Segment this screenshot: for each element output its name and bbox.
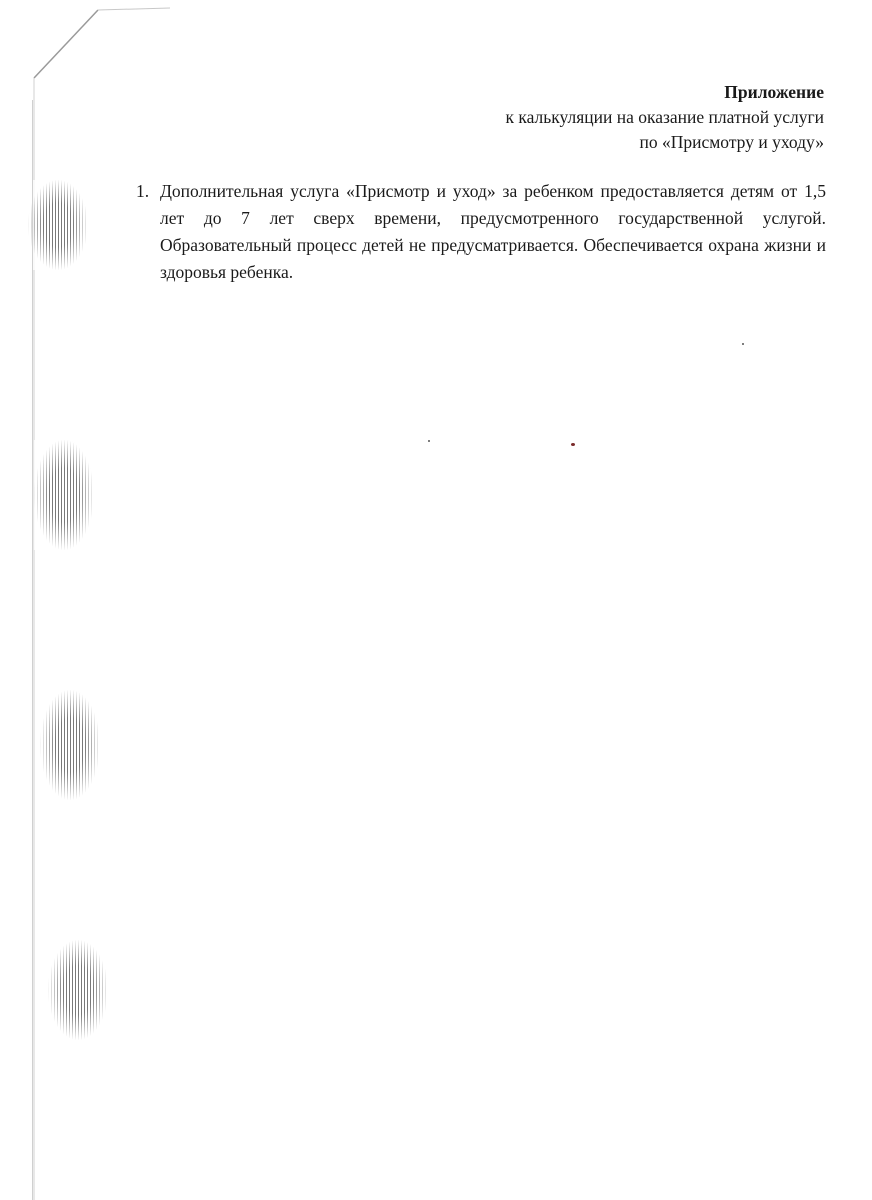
list-item: [120, 178, 826, 286]
scan-punch-hole-mark: [40, 690, 100, 800]
scan-edge-line: [32, 100, 33, 1200]
scan-punch-hole-mark: [48, 940, 108, 1040]
document-body: [120, 178, 826, 286]
list-item-number: 1.: [136, 181, 150, 201]
scan-punch-hole-mark: [34, 440, 94, 550]
appendix-subtitle-line-1: к калькуляции на оказание платной услуги: [505, 107, 824, 127]
scan-dot: [428, 440, 430, 442]
scan-punch-hole-mark: [28, 180, 88, 270]
scan-dot: [742, 343, 744, 345]
appendix-header: [505, 80, 824, 155]
scan-speck: [571, 443, 575, 446]
appendix-subtitle-line-2: по «Присмотру и уходу»: [639, 132, 824, 152]
appendix-title: Приложение: [724, 82, 824, 102]
list-item-text: Дополнительная услуга «Присмотр и уход» за ребенком предоставляется детям от 1,5 лет до 7 лет сверх времени, предусмотренного государственной услугой. Образовательный процесс детей не предусматривается. Обеспечивается охрана жизни и здоровья ребенка.: [160, 181, 826, 282]
